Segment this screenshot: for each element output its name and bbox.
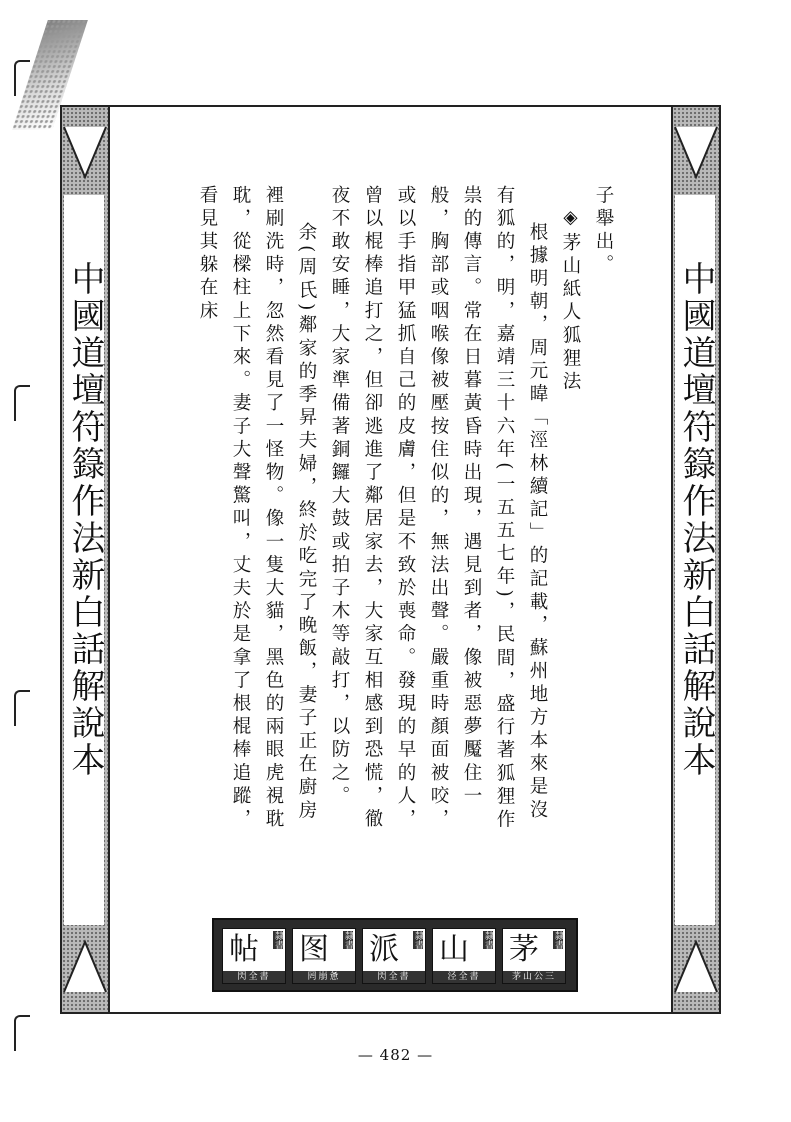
paragraph-1: 根據明朝，周元暐「涇林續記」的記載，蘇州地方本來是沒有狐的，明，嘉靖三十六年(一五五七年)，民間，盛行著狐狸作祟的傳言。常在日暮黃昏時出現，遇見到者，像被惡夢魘住一般，胸部或咽喉像被壓按住似的，無法出聲。嚴重時顏面被咬，或以手指甲猛抓自己的皮膚，但是不致於喪命。發現的早的人，曾以棍棒追打之，但卻逃進了鄰居家去，大家互相感到恐慌，徹夜不敢安睡，大家準備著銅鑼大鼓或拍子木等敲打，以防之。 [329, 185, 548, 833]
seal-2-side: 隸書 [343, 931, 353, 949]
left-book-title: 中國道壇符籙作法新白話解說本 [68, 257, 102, 783]
seal-4-side: 隸書 [483, 931, 493, 949]
right-book-title: 中國道壇符籙作法新白話解說本 [679, 257, 713, 783]
left-title-band [62, 107, 110, 1012]
section-heading-text: 茅山紙人狐狸法 [560, 232, 581, 395]
seal-1-side: 隸書 [273, 931, 283, 949]
seal-strip [212, 918, 578, 992]
seal-3-glyph: 派 [369, 932, 399, 967]
seal-2-foot: 罔崩惫 [293, 971, 355, 983]
seal-2-glyph: 图 [299, 932, 329, 967]
seal-4-glyph: 山 [439, 932, 469, 967]
seal-1-foot: 閃全書 [223, 971, 285, 983]
right-title-band [671, 107, 719, 1012]
page-number: — 482 — [357, 1046, 434, 1064]
body-text [160, 185, 620, 845]
seal-4-foot: 泾全書 [433, 971, 495, 983]
diamond-bullet-icon: ◈ [560, 207, 581, 233]
seal-5 [502, 928, 566, 984]
seal-5-foot: 茅山公三 [503, 971, 565, 983]
crop-mark-3 [14, 690, 30, 726]
paragraph-2: 余(周氏)鄰家的季昇夫婦，終於吃完了晚飯，妻子正在廚房裡刷洗時，忽然看見了一怪物。像一隻大貓，黑色的兩眼虎視耽耽，從樑柱上下來。妻子大聲驚叫，丈夫於是拿了根棍棒追蹤，看見其躲在床 [197, 185, 317, 832]
seal-3-foot: 閃全書 [363, 971, 425, 983]
seal-1-glyph: 帖 [229, 932, 259, 967]
crop-mark-2 [14, 385, 30, 421]
seal-1 [222, 928, 286, 984]
seal-5-glyph: 茅 [509, 932, 539, 967]
seal-2 [292, 928, 356, 984]
continuation-line: 子舉出。 [593, 185, 614, 278]
seal-3-side: 隸書 [413, 931, 423, 949]
seal-5-side: 隸書 [553, 931, 563, 949]
section-heading [554, 185, 587, 845]
seal-3 [362, 928, 426, 984]
seal-4 [432, 928, 496, 984]
